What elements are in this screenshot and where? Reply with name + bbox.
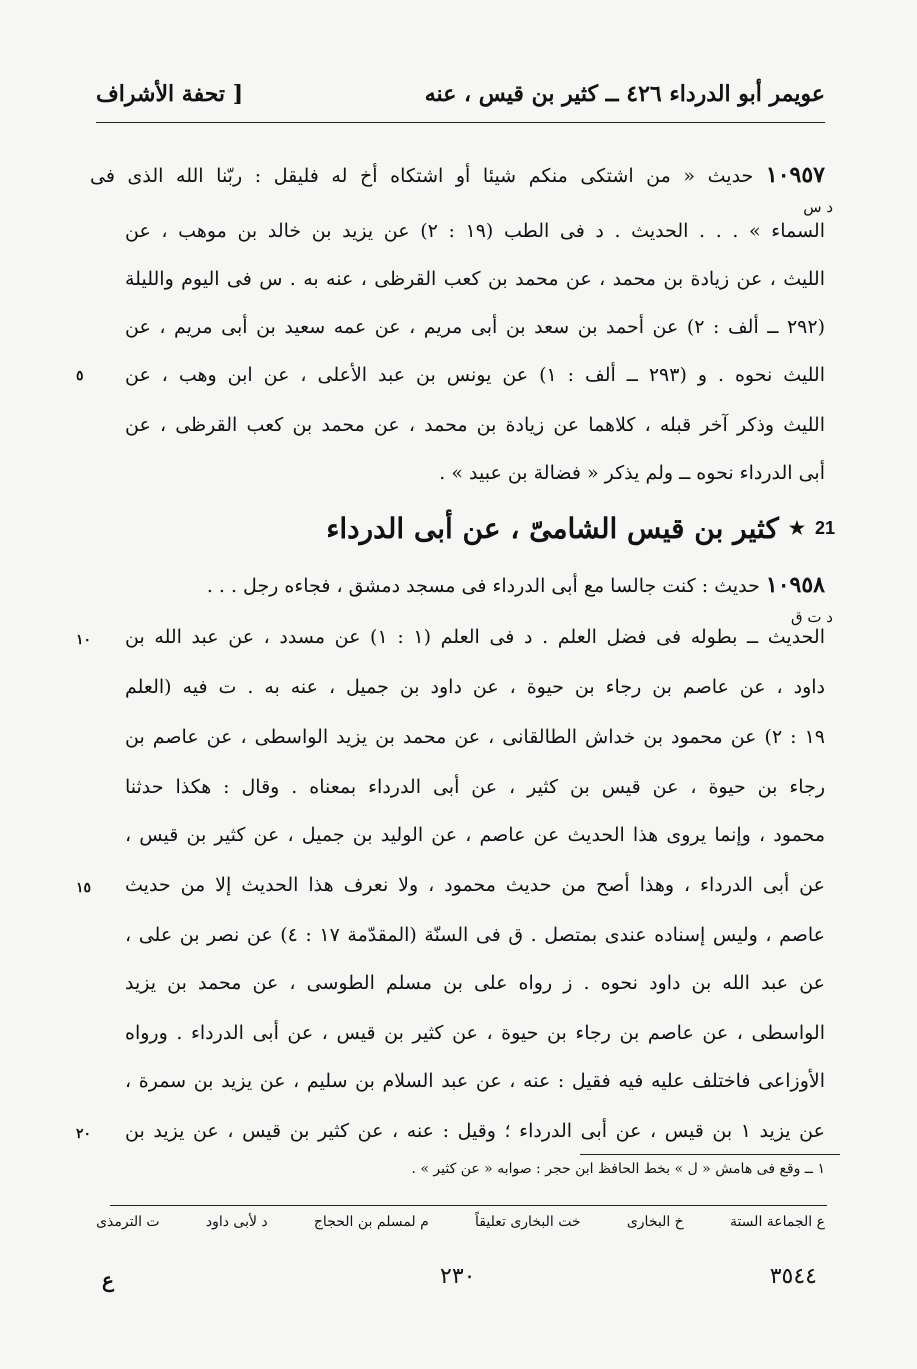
line-number-5: ٥ — [76, 368, 84, 384]
section-title: كثير بن قيس الشامىّ ، عن أبى الدرداء — [326, 512, 779, 545]
hadith2-number: ١٠٩٥٨ — [765, 572, 825, 598]
abbr-item: خ البخارى — [626, 1214, 684, 1230]
hadith2-line-1-text: حديث : كنت جالسا مع أبى الدرداء فى مسجد دمشق ، فجاءه رجل . . . — [206, 575, 760, 597]
hadith2-side-code: د ت ق — [791, 608, 833, 626]
section-number: 21 — [814, 518, 835, 538]
abbreviations-rule — [110, 1205, 827, 1206]
hadith1-line-1 — [90, 162, 825, 189]
hadith1-number: ١٠٩٥٧ — [765, 162, 825, 188]
abbr-item: د لأبى داود — [205, 1214, 268, 1230]
footnote-rule — [580, 1154, 840, 1155]
hadith2-line-9: عن عبد الله بن داود نحوه . ز رواه على بن مسلم الطوسى ، عن محمد بن يزيد — [125, 972, 825, 994]
abbr-item: ع الجماعة الستة — [729, 1214, 825, 1230]
hadith2-line-5: رجاء بن حيوة ، عن قيس بن كثير ، عن أبى الدرداء بمعناه . وقال : هكذا حدثنا — [125, 776, 825, 798]
running-header — [96, 76, 825, 112]
line-number-10: ١٠ — [76, 632, 92, 648]
hadith2-line-1 — [90, 572, 825, 599]
abbr-item: خت البخارى تعليقاً — [475, 1214, 581, 1230]
hadith1-side-code: د س — [803, 198, 833, 216]
hadith1-line-4: (٢٩٢ ــ ألف : ٢) عن أحمد بن سعد بن أبى مريم ، عن عمه سعيد بن أبى مريم ، عن — [125, 316, 825, 338]
hadith2-line-6: محمود ، وإنما يروى هذا الحديث عن عاصم ، عن الوليد بن جميل ، عن كثير بن قيس ، — [125, 824, 825, 846]
hadith1-line-3: الليث ، عن زيادة بن محمد ، عن محمد بن كعب القرظى ، عنه به . س فى اليوم والليلة — [125, 268, 825, 290]
footer-signature: ع — [102, 1268, 114, 1292]
hadith2-line-10: الواسطى ، عن عاصم بن رجاء بن حيوة ، عن كثير بن قيس ، عن أبى الدرداء . ورواه — [125, 1022, 825, 1044]
abbr-item: م لمسلم بن الحجاج — [313, 1214, 429, 1230]
hadith1-line-5: الليث نحوه . و (٢٩٣ ــ ألف : ١) عن يونس بن عبد الأعلى ، عن ابن وهب ، عن — [125, 364, 825, 386]
hadith1-line-7: أبى الدرداء نحوه ــ ولم يذكر « فضالة بن عبيد » . — [439, 462, 825, 484]
abbr-item: ت الترمذى — [96, 1214, 160, 1230]
line-number-15: ١٥ — [76, 880, 92, 896]
hadith-count: ٣٥٤٤ — [769, 1264, 817, 1289]
section-heading — [326, 512, 835, 545]
hadith2-line-2: الحديث ــ بطوله فى فضل العلم . د فى العلم (١ : ١) عن مسدد ، عن عبد الله بن — [125, 626, 826, 648]
hadith1-line-1-text: حديث « من اشتكى منكم شيئا أو اشتكاه أخ له فليقل : ربّنا الله الذى فى — [90, 165, 754, 187]
header-rule — [96, 122, 825, 123]
header-chapter-title: عويمر أبو الدرداء ٤٢٦ ــ كثير بن قيس ، عنه — [424, 81, 825, 107]
hadith2-line-4: ١٩ : ٢) عن محمود بن خداش الطالقانى ، عن محمد بن يزيد الواسطى ، عن عاصم بن — [125, 726, 825, 748]
hadith2-line-12: عن يزيد ١ بن قيس ، عن أبى الدرداء ؛ وقيل : عنه ، عن كثير بن قيس ، عن يزيد بن — [125, 1120, 825, 1142]
hadith1-line-2: السماء » . . . الحديث . د فى الطب (١٩ : ٢) عن يزيد بن خالد بن موهب ، عن — [125, 220, 825, 242]
hadith2-line-3: داود ، عن عاصم بن رجاء بن حيوة ، عن داود بن جميل ، عنه به . ت فيه (العلم — [125, 676, 825, 698]
hadith1-line-6: الليث وذكر آخر قبله ، كلاهما عن زيادة بن محمد ، عن محمد بن كعب القرظى ، عن — [125, 414, 825, 436]
line-number-20: ٢٠ — [76, 1126, 92, 1142]
hadith2-line-7: عن أبى الدرداء ، وهذا أصح من حديث محمود ، ولا نعرف هذا الحديث إلا من حديث — [125, 874, 825, 896]
abbreviations-key — [96, 1214, 825, 1230]
hadith2-line-8: عاصم ، وليس إسناده عندى بمتصل . ق فى السنّة (المقدّمة ١٧ : ٤) عن نصر بن على ، — [125, 924, 825, 946]
page-number: ٢٣٠ — [440, 1264, 476, 1289]
hadith2-line-11: الأوزاعى فاختلف عليه فيه فقيل : عنه ، عن عبد السلام بن سليم ، عن يزيد بن سمرة ، — [125, 1070, 825, 1092]
header-book-title: [ تحفة الأشراف — [96, 81, 244, 107]
star-icon: ★ — [788, 518, 805, 539]
footnote: ١ ــ وقع فى هامش « ل » بخط الحافظ ابن حجر : صوابه « عن كثير » . — [411, 1161, 825, 1177]
